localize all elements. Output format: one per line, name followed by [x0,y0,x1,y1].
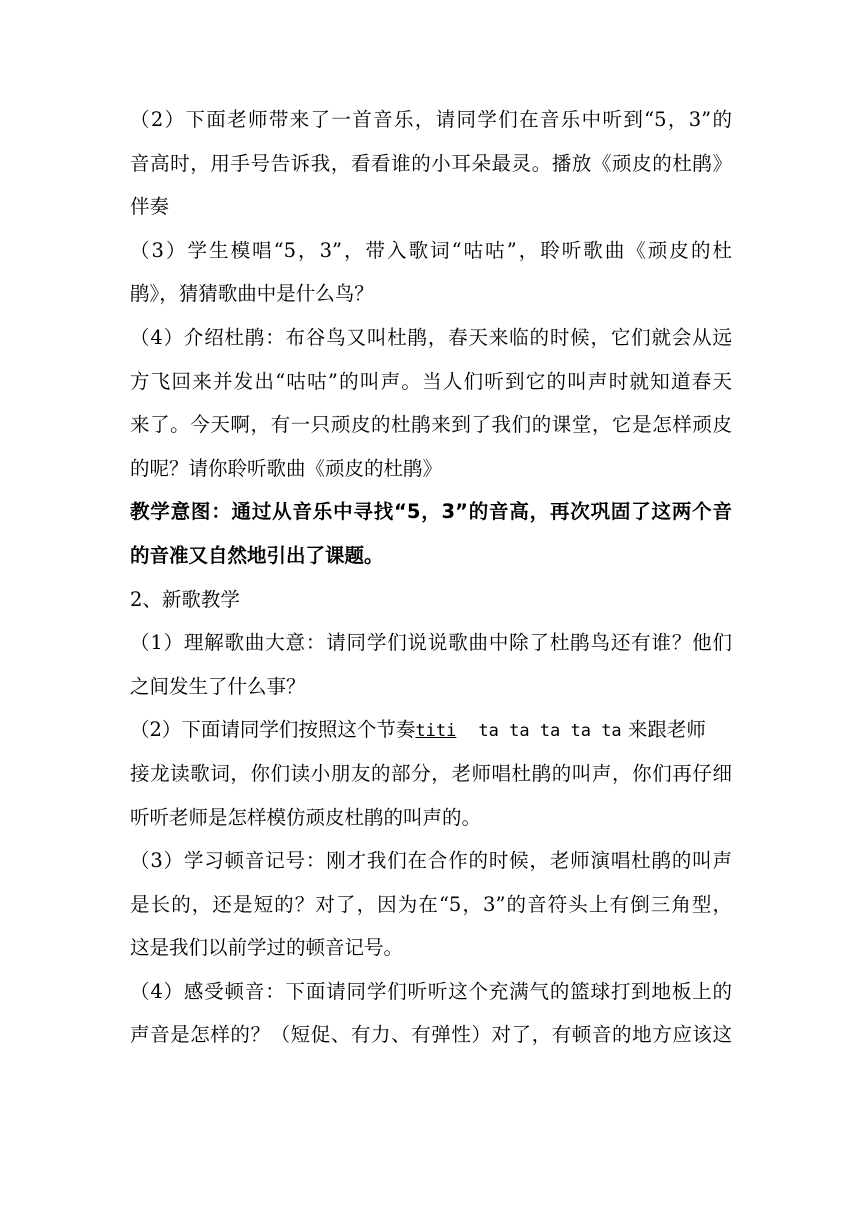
teaching-intent-line: 的音准又自然地引出了课题。 [130,543,384,567]
rhythm-line-prefix: （2）下面请同学们按照这个节奏 [130,718,416,742]
paragraph-line: 伴奏 [130,195,170,219]
section-heading: 2、新歌教学 [130,587,240,611]
document-page [130,104,732,1063]
paragraph-line: 来了。今天啊，有一只顽皮的杜鹃来到了我们的课堂，它是怎样顽皮 [130,413,732,437]
rhythm-line-suffix: 来跟老师 [621,718,706,742]
paragraph-line: （3）学习顿音记号：刚才我们在合作的时候，老师演唱杜鹃的叫声 [130,849,732,873]
paragraph-line: （2）下面老师带来了一首音乐，请同学们在音乐中听到“5，3”的 [130,108,732,131]
paragraph-line: 是长的，还是短的？对了，因为在“5，3”的音符头上有倒三角型， [130,892,732,916]
paragraph-line: 鹃》，猜猜歌曲中是什么鸟？ [130,282,374,306]
paragraph-line: （1）理解歌曲大意：请同学们说说歌曲中除了杜鹃鸟还有谁？他们 [130,631,732,655]
rhythm-ta: ta ta ta ta ta [478,721,622,742]
paragraph-line: 这是我们以前学过的顿音记号。 [130,936,404,960]
paragraph-line: （4）介绍杜鹃：布谷鸟又叫杜鹃，春天来临的时候，它们就会从远 [130,325,732,349]
paragraph-line: 的呢？请你聆听歌曲《顽皮的杜鹃》 [130,456,443,480]
paragraph-line: （3）学生模唱“5，3”，带入歌词“咕咕”，聆听歌曲《顽皮的杜 [130,238,732,262]
paragraph-line: 听听老师是怎样模仿顽皮杜鹃的叫声的。 [130,805,482,829]
teaching-intent-line: 教学意图：通过从音乐中寻找“5，3”的音高，再次巩固了这两个音 [130,500,732,524]
paragraph-line: 接龙读歌词，你们读小朋友的部分，老师唱杜鹃的叫声，你们再仔细 [130,761,732,785]
rhythm-titi: titi [415,721,457,742]
paragraph-line: 音高时，用手号告诉我，看看谁的小耳朵最灵。播放《顽皮的杜鹃》 [130,151,732,175]
paragraph-line: （4）感受顿音：下面请同学们听听这个充满气的篮球打到地板上的 [130,979,732,1003]
paragraph-line: 方飞回来并发出“咕咕”的叫声。当人们听到它的叫声时就知道春天 [130,369,732,393]
paragraph-line: 声音是怎样的？（短促、有力、有弹性）对了，有顿音的地方应该这 [130,1023,732,1047]
rhythm-line [130,714,732,746]
paragraph-line: 之间发生了什么事？ [130,674,306,698]
